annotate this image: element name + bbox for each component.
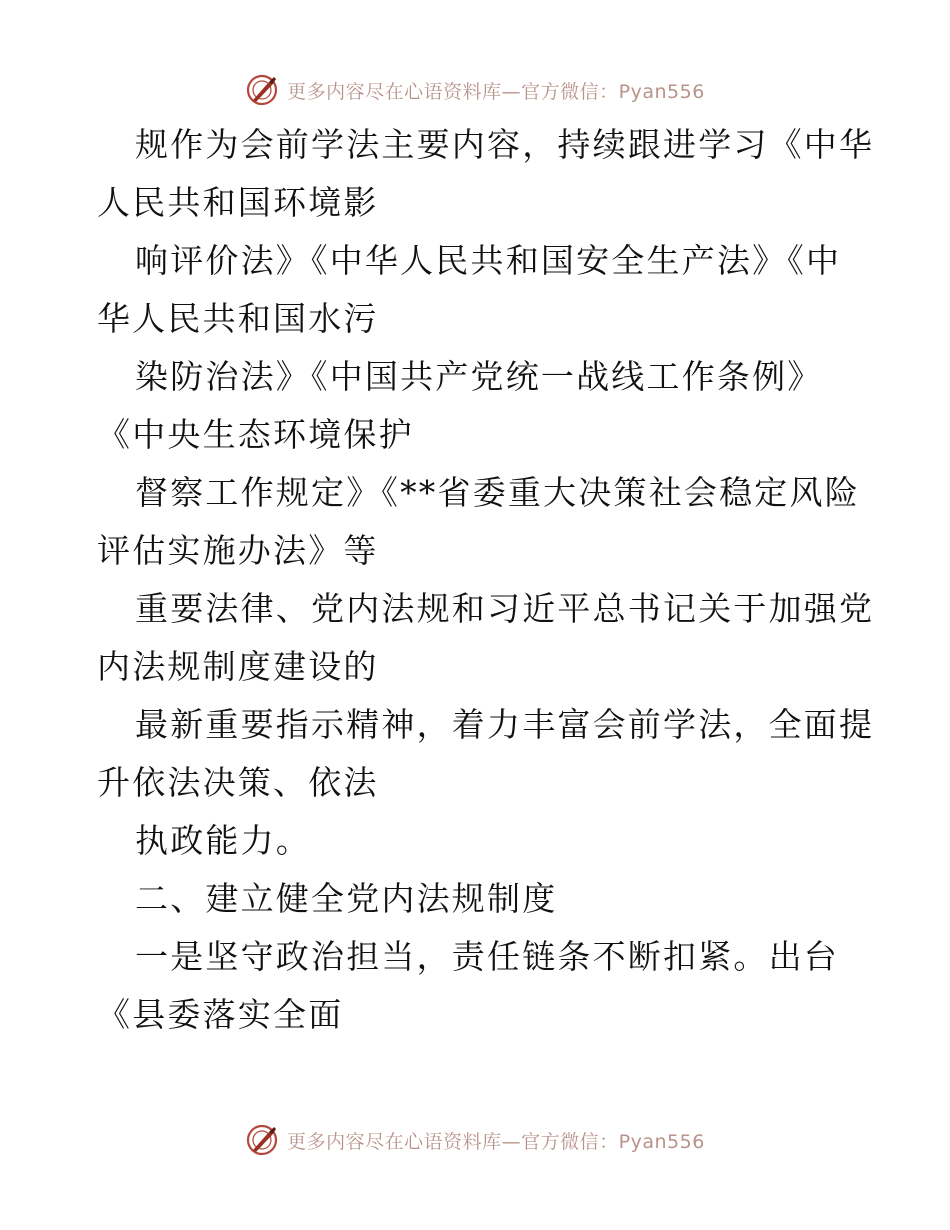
body-line: 规作为会前学法主要内容，持续跟进学习《中华 [135,125,875,164]
body-line: 人民共和国环境影 [97,183,379,222]
body-line: 督察工作规定》《**省委重大决策社会稳定风险 [135,473,860,512]
body-line: 最新重要指示精神，着力丰富会前学法，全面提 [135,705,875,744]
pen-seal-icon [245,73,279,107]
body-line: 《中央生态环境保护 [97,415,414,454]
header-watermark [0,70,950,110]
body-line: 《县委落实全面 [97,995,344,1034]
body-line: 染防治法》《中国共产党统一战线工作条例》 [135,357,823,396]
body-line: 响评价法》《中华人民共和国安全生产法》《中 [135,241,842,280]
body-line: 评估实施办法》等 [97,531,379,570]
body-line: 升依法决策、依法 [97,763,379,802]
body-line: 重要法律、党内法规和习近平总书记关于加强党 [135,589,875,628]
pen-seal-icon [245,1123,279,1157]
body-line: 华人民共和国水污 [97,299,379,338]
watermark-text: 更多内容尽在心语资料库—官方微信：Pyan556 [287,80,705,103]
watermark-text: 更多内容尽在心语资料库—官方微信：Pyan556 [287,1130,705,1153]
section-heading: 二、建立健全党内法规制度 [135,879,558,918]
body-line: 一是坚守政治担当，责任链条不断扣紧。出台 [135,937,839,976]
body-line: 执政能力。 [135,821,311,860]
body-line: 内法规制度建设的 [97,647,379,686]
footer-watermark [0,1120,950,1160]
document-body [97,116,875,1044]
